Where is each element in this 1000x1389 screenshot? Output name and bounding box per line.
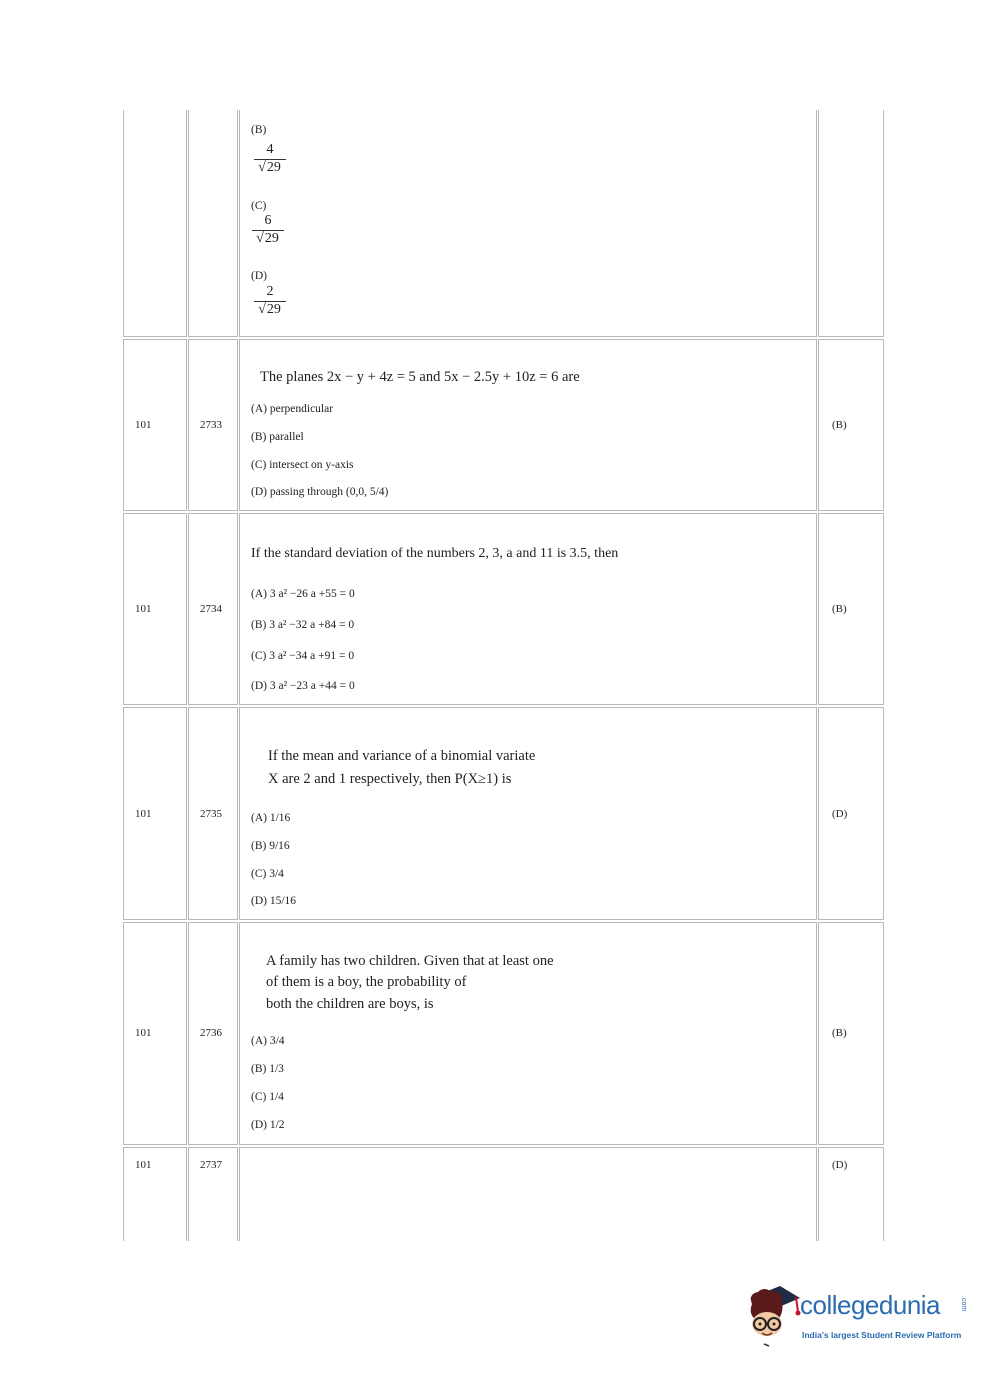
option-b: (B) 3 a² −32 a +84 = 0 <box>251 619 355 631</box>
mascot-icon <box>742 1282 802 1350</box>
subject-cell: 101 <box>123 707 187 920</box>
option-label: (C) <box>251 200 267 212</box>
answer-key: (B) <box>832 1027 847 1039</box>
option-d: (D) 3 a² −23 a +44 = 0 <box>251 680 355 692</box>
option-a: (A) 1/16 <box>251 812 291 824</box>
subject-cell: 101 <box>123 339 187 511</box>
option-c: (C) 1/4 <box>251 1091 284 1103</box>
question-stem: If the standard deviation of the numbers 2, 3, a and 11 is 3.5, then <box>251 546 619 561</box>
option-d: (D) passing through (0,0, 5/4) <box>251 486 389 498</box>
question-stem: The planes 2x − y + 4z = 5 and 5x − 2.5y + 10z = 6 are <box>260 369 580 385</box>
option-a: (A) 3 a² −26 a +55 = 0 <box>251 588 355 600</box>
option-d: (D) 15/16 <box>251 895 297 907</box>
answer-cell <box>818 922 884 1145</box>
option-c: (C) 3 a² −34 a +91 = 0 <box>251 650 355 662</box>
option-d: (D) 1/2 <box>251 1119 285 1131</box>
qid-cell: 2735 <box>188 707 238 920</box>
question-cell <box>239 707 817 920</box>
logo-tagline: India's largest Student Review Platform <box>802 1330 962 1340</box>
logo-wordmark: collegedunia <box>800 1290 941 1320</box>
option-b: (B) parallel <box>251 431 304 443</box>
fraction: 2 √29 <box>254 284 286 318</box>
question-cell <box>239 922 817 1145</box>
answer-cell <box>818 339 884 511</box>
answer-key: (D) <box>832 1159 848 1171</box>
answer-cell <box>818 110 884 337</box>
answer-cell <box>818 513 884 705</box>
qid-cell: 2736 <box>188 922 238 1145</box>
qid-cell: 2733 <box>188 339 238 511</box>
answer-key: (B) <box>832 603 847 615</box>
option-c: (C) intersect on y-axis <box>251 459 354 471</box>
question-stem-line: A family has two children. Given that at least one <box>266 953 554 969</box>
fraction: 6 √29 <box>252 213 284 247</box>
collegedunia-logo <box>742 1282 972 1352</box>
question-stem-line: X are 2 and 1 respectively, then P(X≥1) is <box>268 771 512 787</box>
answer-key: (B) <box>832 419 847 431</box>
option-c: (C) 3/4 <box>251 868 284 880</box>
question-cell <box>239 110 817 337</box>
question-stem-line: both the children are boys, is <box>266 996 434 1012</box>
answer-key: (D) <box>832 808 848 820</box>
qid-cell <box>188 110 238 337</box>
subject-cell: 101 <box>123 922 187 1145</box>
qid-cell: 2734 <box>188 513 238 705</box>
fraction: 4 √29 <box>254 142 286 176</box>
question-cell <box>239 339 817 511</box>
question-cell <box>239 1147 817 1241</box>
option-label: (B) <box>251 124 267 136</box>
qid-cell: 2737 <box>188 1147 238 1241</box>
subject-cell <box>123 110 187 337</box>
logo-domain-suffix: .com <box>960 1296 967 1312</box>
answer-cell <box>818 1147 884 1241</box>
option-a: (A) 3/4 <box>251 1035 285 1047</box>
subject-cell: 101 <box>123 1147 187 1241</box>
answer-cell <box>818 707 884 920</box>
option-a: (A) perpendicular <box>251 403 334 415</box>
option-label: (D) <box>251 270 267 282</box>
subject-cell: 101 <box>123 513 187 705</box>
question-cell <box>239 513 817 705</box>
question-stem-line: If the mean and variance of a binomial variate <box>268 748 536 764</box>
question-stem-line: of them is a boy, the probability of <box>266 974 467 990</box>
option-b: (B) 9/16 <box>251 840 290 852</box>
option-b: (B) 1/3 <box>251 1063 284 1075</box>
